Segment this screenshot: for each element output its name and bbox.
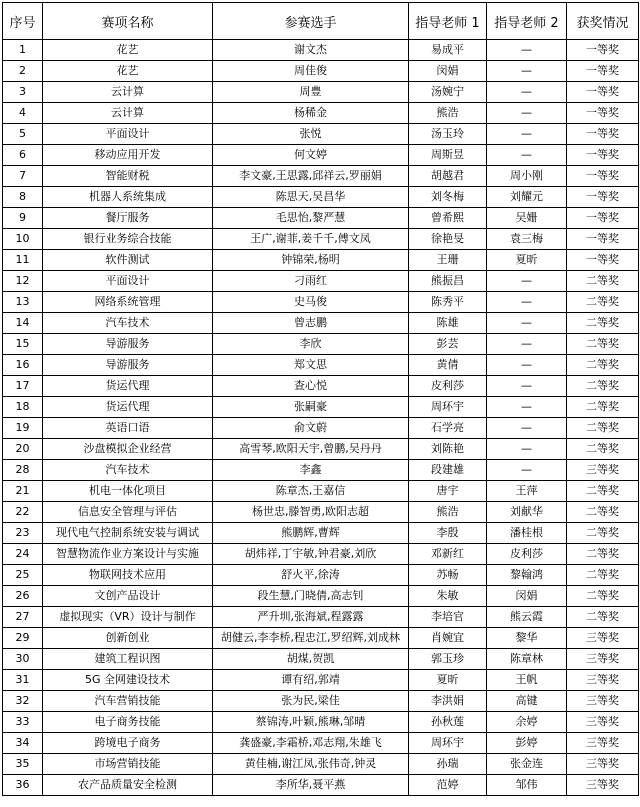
- cell-teacher-1: 李培官: [409, 607, 487, 628]
- table-row: [3, 292, 639, 313]
- cell-index: 17: [3, 376, 43, 397]
- cell-award: 二等奖: [567, 292, 639, 313]
- cell-teacher-1: 王珊: [409, 250, 487, 271]
- cell-index: 34: [3, 733, 43, 754]
- cell-teacher-2: —: [487, 397, 567, 418]
- cell-award: 二等奖: [567, 376, 639, 397]
- cell-teacher-1: 熊浩: [409, 103, 487, 124]
- cell-contestants: 黄佳楠,谢江凤,张伟奇,钟灵: [213, 754, 409, 775]
- cell-event-name: 移动应用开发: [43, 145, 213, 166]
- cell-award: 三等奖: [567, 733, 639, 754]
- table-row: [3, 103, 639, 124]
- cell-contestants: 周豊: [213, 82, 409, 103]
- cell-index: 35: [3, 754, 43, 775]
- cell-index: 21: [3, 481, 43, 502]
- cell-index: 32: [3, 691, 43, 712]
- cell-teacher-2: 潘桂根: [487, 523, 567, 544]
- cell-contestants: 舒火平,徐涛: [213, 565, 409, 586]
- cell-contestants: 严升圳,张海斌,程露露: [213, 607, 409, 628]
- cell-teacher-1: 苏畅: [409, 565, 487, 586]
- cell-teacher-2: 彭婷: [487, 733, 567, 754]
- header-event-name: 赛项名称: [43, 3, 213, 40]
- cell-award: 二等奖: [567, 418, 639, 439]
- cell-index: 9: [3, 208, 43, 229]
- cell-event-name: 文创产品设计: [43, 586, 213, 607]
- table-row: [3, 460, 639, 481]
- cell-event-name: 云计算: [43, 82, 213, 103]
- table-row: [3, 166, 639, 187]
- cell-award: 二等奖: [567, 397, 639, 418]
- cell-contestants: 陈章杰,王嘉信: [213, 481, 409, 502]
- cell-award: 二等奖: [567, 565, 639, 586]
- cell-teacher-2: —: [487, 40, 567, 61]
- cell-teacher-1: 石学亮: [409, 418, 487, 439]
- cell-event-name: 电子商务技能: [43, 712, 213, 733]
- cell-contestants: 周佳俊: [213, 61, 409, 82]
- cell-index: 8: [3, 187, 43, 208]
- header-teacher-2: 指导老师 2: [487, 3, 567, 40]
- cell-contestants: 陈思天,吴昌华: [213, 187, 409, 208]
- cell-award: 二等奖: [567, 355, 639, 376]
- cell-contestants: 毛思怡,黎严慧: [213, 208, 409, 229]
- cell-index: 25: [3, 565, 43, 586]
- cell-teacher-2: 吴姗: [487, 208, 567, 229]
- cell-contestants: 曾志鹏: [213, 313, 409, 334]
- cell-teacher-2: 熊云霞: [487, 607, 567, 628]
- cell-teacher-1: 肖婉宜: [409, 628, 487, 649]
- cell-teacher-1: 范婷: [409, 775, 487, 796]
- cell-event-name: 机器人系统集成: [43, 187, 213, 208]
- cell-contestants: 胡健云,李李桥,程忠江,罗绍辉,刘成林: [213, 628, 409, 649]
- cell-event-name: 花艺: [43, 40, 213, 61]
- cell-index: 31: [3, 670, 43, 691]
- cell-teacher-2: 黎华: [487, 628, 567, 649]
- cell-index: 2: [3, 61, 43, 82]
- cell-award: 二等奖: [567, 523, 639, 544]
- cell-teacher-2: —: [487, 292, 567, 313]
- cell-contestants: 张为民,梁佳: [213, 691, 409, 712]
- cell-contestants: 谭有绍,郭靖: [213, 670, 409, 691]
- cell-index: 33: [3, 712, 43, 733]
- cell-index: 15: [3, 334, 43, 355]
- cell-index: 24: [3, 544, 43, 565]
- cell-award: 一等奖: [567, 103, 639, 124]
- cell-index: 22: [3, 502, 43, 523]
- table-row: [3, 712, 639, 733]
- cell-teacher-1: 汤婉宁: [409, 82, 487, 103]
- cell-event-name: 导游服务: [43, 355, 213, 376]
- table-row: [3, 649, 639, 670]
- cell-teacher-2: 张金连: [487, 754, 567, 775]
- cell-contestants: 钟锦荣,杨明: [213, 250, 409, 271]
- cell-event-name: 跨境电子商务: [43, 733, 213, 754]
- cell-teacher-2: —: [487, 334, 567, 355]
- cell-index: 1: [3, 40, 43, 61]
- cell-award: 一等奖: [567, 145, 639, 166]
- cell-teacher-1: 段建雄: [409, 460, 487, 481]
- cell-index: 36: [3, 775, 43, 796]
- table-row: [3, 733, 639, 754]
- cell-teacher-2: —: [487, 145, 567, 166]
- table-row: [3, 61, 639, 82]
- cell-teacher-1: 汤玉玲: [409, 124, 487, 145]
- cell-teacher-1: 彭芸: [409, 334, 487, 355]
- table-row: [3, 229, 639, 250]
- cell-teacher-1: 易成平: [409, 40, 487, 61]
- cell-index: 3: [3, 82, 43, 103]
- cell-teacher-1: 李洪娟: [409, 691, 487, 712]
- cell-teacher-2: —: [487, 82, 567, 103]
- cell-teacher-1: 李殷: [409, 523, 487, 544]
- cell-contestants: 何文婷: [213, 145, 409, 166]
- cell-index: 4: [3, 103, 43, 124]
- cell-award: 三等奖: [567, 460, 639, 481]
- cell-teacher-1: 夏昕: [409, 670, 487, 691]
- cell-teacher-1: 皮利莎: [409, 376, 487, 397]
- cell-index: 10: [3, 229, 43, 250]
- cell-teacher-2: 王帆: [487, 670, 567, 691]
- cell-event-name: 汽车营销技能: [43, 691, 213, 712]
- cell-teacher-1: 孙瑞: [409, 754, 487, 775]
- cell-teacher-1: 朱敏: [409, 586, 487, 607]
- cell-teacher-2: 余婷: [487, 712, 567, 733]
- cell-award: 三等奖: [567, 712, 639, 733]
- cell-event-name: 汽车技术: [43, 460, 213, 481]
- cell-award: 一等奖: [567, 229, 639, 250]
- cell-index: 6: [3, 145, 43, 166]
- cell-teacher-2: 皮利莎: [487, 544, 567, 565]
- table-row: [3, 775, 639, 796]
- cell-teacher-1: 徐艳旻: [409, 229, 487, 250]
- cell-award: 一等奖: [567, 187, 639, 208]
- cell-event-name: 物联网技术应用: [43, 565, 213, 586]
- table-row: [3, 40, 639, 61]
- header-award: 获奖情况: [567, 3, 639, 40]
- cell-event-name: 沙盘模拟企业经营: [43, 439, 213, 460]
- cell-award: 一等奖: [567, 208, 639, 229]
- cell-event-name: 导游服务: [43, 334, 213, 355]
- cell-contestants: 胡炜祥,丁宇敏,钟君豪,刘欣: [213, 544, 409, 565]
- cell-contestants: 杨稀金: [213, 103, 409, 124]
- cell-contestants: 高雪琴,欧阳天宇,曾鹏,吴丹丹: [213, 439, 409, 460]
- table-row: [3, 628, 639, 649]
- cell-index: 19: [3, 418, 43, 439]
- cell-teacher-2: 刘献华: [487, 502, 567, 523]
- cell-index: 20: [3, 439, 43, 460]
- cell-teacher-2: —: [487, 355, 567, 376]
- cell-index: 18: [3, 397, 43, 418]
- cell-event-name: 云计算: [43, 103, 213, 124]
- table-row: [3, 565, 639, 586]
- cell-event-name: 智慧物流作业方案设计与实施: [43, 544, 213, 565]
- cell-contestants: 蔡锦涛,叶颖,熊琳,邹晴: [213, 712, 409, 733]
- cell-contestants: 李鑫: [213, 460, 409, 481]
- cell-event-name: 平面设计: [43, 124, 213, 145]
- cell-award: 二等奖: [567, 586, 639, 607]
- cell-teacher-1: 孙秋莲: [409, 712, 487, 733]
- table-body: [3, 40, 639, 796]
- cell-teacher-2: 夏昕: [487, 250, 567, 271]
- cell-teacher-2: 王萍: [487, 481, 567, 502]
- cell-teacher-1: 周斯昱: [409, 145, 487, 166]
- cell-contestants: 俞文蔚: [213, 418, 409, 439]
- cell-award: 二等奖: [567, 544, 639, 565]
- cell-event-name: 创新创业: [43, 628, 213, 649]
- cell-index: 16: [3, 355, 43, 376]
- cell-contestants: 胡煤,贺凯: [213, 649, 409, 670]
- cell-award: 二等奖: [567, 313, 639, 334]
- cell-teacher-1: 周环宇: [409, 397, 487, 418]
- cell-event-name: 5G 全网建设技术: [43, 670, 213, 691]
- cell-teacher-1: 熊振昌: [409, 271, 487, 292]
- cell-teacher-1: 胡越君: [409, 166, 487, 187]
- cell-award: 一等奖: [567, 40, 639, 61]
- cell-event-name: 建筑工程识图: [43, 649, 213, 670]
- cell-award: 三等奖: [567, 649, 639, 670]
- table-row: [3, 124, 639, 145]
- cell-teacher-2: 刘耀元: [487, 187, 567, 208]
- cell-contestants: 李欣: [213, 334, 409, 355]
- cell-contestants: 查心悦: [213, 376, 409, 397]
- cell-contestants: 张嗣豪: [213, 397, 409, 418]
- cell-teacher-1: 陈秀平: [409, 292, 487, 313]
- table-row: [3, 523, 639, 544]
- cell-contestants: 郑文思: [213, 355, 409, 376]
- table-row: [3, 187, 639, 208]
- table-row: [3, 313, 639, 334]
- table-row: [3, 250, 639, 271]
- cell-teacher-1: 熊浩: [409, 502, 487, 523]
- cell-contestants: 张悦: [213, 124, 409, 145]
- table-row: [3, 376, 639, 397]
- table-row: [3, 334, 639, 355]
- cell-award: 二等奖: [567, 607, 639, 628]
- cell-teacher-1: 周环宇: [409, 733, 487, 754]
- cell-teacher-2: 邹伟: [487, 775, 567, 796]
- cell-contestants: 杨世忠,滕智勇,欧阳志超: [213, 502, 409, 523]
- cell-index: 23: [3, 523, 43, 544]
- cell-award: 一等奖: [567, 250, 639, 271]
- table-row: [3, 355, 639, 376]
- cell-teacher-1: 陈雄: [409, 313, 487, 334]
- header-index: 序号: [3, 3, 43, 40]
- cell-teacher-1: 郭玉珍: [409, 649, 487, 670]
- cell-award: 三等奖: [567, 754, 639, 775]
- table-row: [3, 502, 639, 523]
- table-row: [3, 439, 639, 460]
- cell-teacher-2: —: [487, 271, 567, 292]
- header-contestants: 参赛选手: [213, 3, 409, 40]
- cell-contestants: 段生慧,门晓倩,高志钊: [213, 586, 409, 607]
- cell-award: 二等奖: [567, 439, 639, 460]
- table-row: [3, 691, 639, 712]
- cell-teacher-2: —: [487, 376, 567, 397]
- cell-event-name: 现代电气控制系统安装与调试: [43, 523, 213, 544]
- cell-teacher-1: 曾希熙: [409, 208, 487, 229]
- cell-teacher-1: 刘冬梅: [409, 187, 487, 208]
- cell-teacher-2: —: [487, 313, 567, 334]
- cell-teacher-2: 袁三梅: [487, 229, 567, 250]
- cell-teacher-1: 闵娟: [409, 61, 487, 82]
- cell-contestants: 刁雨红: [213, 271, 409, 292]
- cell-award: 二等奖: [567, 481, 639, 502]
- cell-teacher-2: 黎翰鸿: [487, 565, 567, 586]
- cell-award: 二等奖: [567, 334, 639, 355]
- cell-index: 29: [3, 628, 43, 649]
- cell-event-name: 平面设计: [43, 271, 213, 292]
- table-row: [3, 754, 639, 775]
- cell-teacher-2: —: [487, 124, 567, 145]
- cell-award: 三等奖: [567, 628, 639, 649]
- cell-teacher-2: —: [487, 61, 567, 82]
- table-row: [3, 145, 639, 166]
- cell-award: 二等奖: [567, 271, 639, 292]
- cell-index: 14: [3, 313, 43, 334]
- header-row: [3, 3, 639, 40]
- table-row: [3, 208, 639, 229]
- cell-event-name: 汽车技术: [43, 313, 213, 334]
- cell-event-name: 餐厅服务: [43, 208, 213, 229]
- cell-index: 13: [3, 292, 43, 313]
- table-row: [3, 481, 639, 502]
- cell-contestants: 李所华,聂平燕: [213, 775, 409, 796]
- cell-contestants: 谢文杰: [213, 40, 409, 61]
- cell-index: 27: [3, 607, 43, 628]
- cell-index: 7: [3, 166, 43, 187]
- cell-event-name: 机电一体化项目: [43, 481, 213, 502]
- cell-event-name: 智能财税: [43, 166, 213, 187]
- cell-event-name: 市场营销技能: [43, 754, 213, 775]
- cell-contestants: 王广,谢菲,姜千千,傅文凤: [213, 229, 409, 250]
- cell-teacher-1: 刘陈艳: [409, 439, 487, 460]
- cell-teacher-1: 黄倩: [409, 355, 487, 376]
- cell-contestants: 熊鹏辉,曹辉: [213, 523, 409, 544]
- cell-teacher-2: —: [487, 103, 567, 124]
- cell-event-name: 农产品质量安全检测: [43, 775, 213, 796]
- cell-event-name: 英语口语: [43, 418, 213, 439]
- awards-table: [2, 2, 639, 796]
- cell-index: 30: [3, 649, 43, 670]
- cell-teacher-2: —: [487, 418, 567, 439]
- cell-index: 26: [3, 586, 43, 607]
- cell-teacher-2: —: [487, 439, 567, 460]
- table-row: [3, 670, 639, 691]
- cell-award: 一等奖: [567, 166, 639, 187]
- table-row: [3, 607, 639, 628]
- cell-teacher-2: 闵娟: [487, 586, 567, 607]
- cell-contestants: 史马俊: [213, 292, 409, 313]
- cell-index: 12: [3, 271, 43, 292]
- table-row: [3, 418, 639, 439]
- cell-award: 三等奖: [567, 775, 639, 796]
- table-row: [3, 271, 639, 292]
- cell-award: 一等奖: [567, 82, 639, 103]
- cell-award: 三等奖: [567, 691, 639, 712]
- cell-event-name: 信息安全管理与评估: [43, 502, 213, 523]
- cell-teacher-2: —: [487, 460, 567, 481]
- cell-award: 二等奖: [567, 502, 639, 523]
- cell-event-name: 货运代理: [43, 397, 213, 418]
- cell-event-name: 虚拟现实（VR）设计与制作: [43, 607, 213, 628]
- cell-teacher-2: 高键: [487, 691, 567, 712]
- table-row: [3, 397, 639, 418]
- cell-teacher-1: 邓新红: [409, 544, 487, 565]
- cell-event-name: 货运代理: [43, 376, 213, 397]
- cell-award: 一等奖: [567, 124, 639, 145]
- cell-index: 28: [3, 460, 43, 481]
- cell-contestants: 龚盛豪,李霜桥,邓志翔,朱雄飞: [213, 733, 409, 754]
- table-row: [3, 586, 639, 607]
- cell-teacher-2: 周小刚: [487, 166, 567, 187]
- header-teacher-1: 指导老师 1: [409, 3, 487, 40]
- table-row: [3, 82, 639, 103]
- cell-event-name: 软件测试: [43, 250, 213, 271]
- table-row: [3, 544, 639, 565]
- cell-event-name: 花艺: [43, 61, 213, 82]
- cell-award: 三等奖: [567, 670, 639, 691]
- cell-teacher-1: 唐宇: [409, 481, 487, 502]
- cell-index: 11: [3, 250, 43, 271]
- cell-event-name: 银行业务综合技能: [43, 229, 213, 250]
- cell-contestants: 李文豪,王思露,邱祥云,罗丽娟: [213, 166, 409, 187]
- cell-event-name: 网络系统管理: [43, 292, 213, 313]
- cell-award: 一等奖: [567, 61, 639, 82]
- cell-teacher-2: 陈章林: [487, 649, 567, 670]
- cell-index: 5: [3, 124, 43, 145]
